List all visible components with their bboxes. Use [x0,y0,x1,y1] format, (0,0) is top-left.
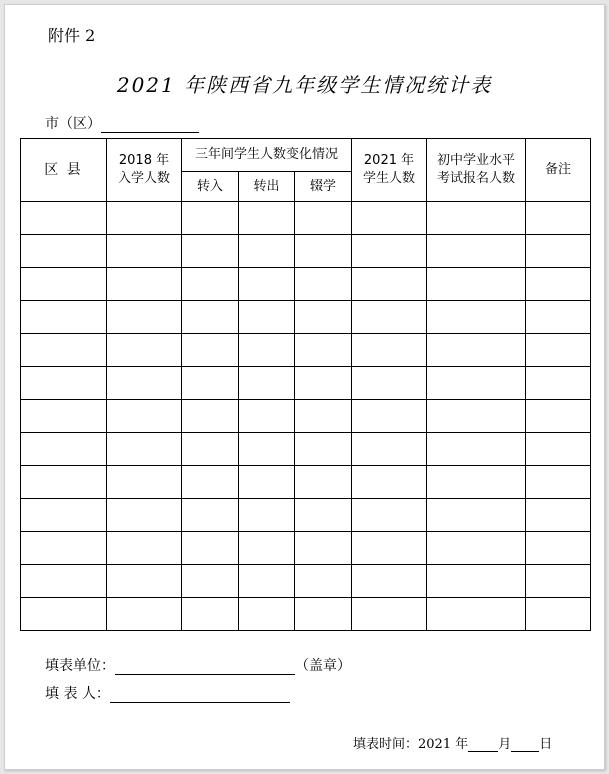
table-cell[interactable] [427,466,526,499]
day-blank[interactable] [511,737,539,752]
fill-date-label: 填表时间：2021 年 [353,737,469,752]
fill-unit-blank[interactable] [115,660,295,675]
header-district: 区 县 [21,139,107,202]
document-title: 2021 年陕西省九年级学生情况统计表 [116,73,493,97]
header-exam-line1: 初中学业水平 [437,153,516,168]
table-cell[interactable] [182,433,239,466]
table-row [21,202,591,235]
table-cell[interactable] [239,565,295,598]
table-cell[interactable] [295,565,352,598]
table-cell[interactable] [427,400,526,433]
table-cell[interactable] [427,301,526,334]
header-students-2021 [352,139,427,202]
table-cell[interactable] [427,268,526,301]
table-cell[interactable] [182,367,239,400]
table-cell[interactable] [182,301,239,334]
table-cell[interactable] [526,499,591,532]
table-cell[interactable] [239,598,295,631]
table-cell[interactable] [295,466,352,499]
header-enroll-2018-line2: 入学人数 [117,171,170,186]
table-row [21,466,591,499]
city-district-line [45,113,199,133]
table-cell[interactable] [295,202,352,235]
month-blank[interactable] [468,737,498,752]
table-cell[interactable] [427,598,526,631]
table-cell[interactable] [526,532,591,565]
table-cell[interactable] [352,235,427,268]
table-cell[interactable] [182,268,239,301]
table-cell[interactable] [427,565,526,598]
table-cell[interactable] [107,598,182,631]
table-cell[interactable] [107,466,182,499]
table-cell[interactable] [107,202,182,235]
table-cell[interactable] [295,433,352,466]
table-cell[interactable] [107,433,182,466]
table-cell[interactable] [21,532,107,565]
filler-line [45,683,290,703]
table-cell[interactable] [427,202,526,235]
table-row [21,268,591,301]
table-cell[interactable] [21,565,107,598]
table-cell[interactable] [21,202,107,235]
table-cell[interactable] [526,433,591,466]
table-cell[interactable] [182,499,239,532]
table-cell[interactable] [352,367,427,400]
table-cell[interactable] [526,598,591,631]
table-cell[interactable] [239,400,295,433]
table-cell[interactable] [21,301,107,334]
table-cell[interactable] [239,532,295,565]
header-enroll-2018-line1: 2018 年 [118,153,170,168]
table-cell[interactable] [239,433,295,466]
table-cell[interactable] [427,532,526,565]
table-cell[interactable] [295,235,352,268]
table-row [21,334,591,367]
table-cell[interactable] [526,235,591,268]
table-cell[interactable] [107,235,182,268]
table-cell[interactable] [182,202,239,235]
table-cell[interactable] [295,400,352,433]
table-cell[interactable] [427,499,526,532]
table-cell[interactable] [239,268,295,301]
header-transfer-out: 转出 [239,172,295,202]
table-row [21,565,591,598]
header-students-2021-line2: 学生人数 [363,171,416,186]
table-cell[interactable] [295,598,352,631]
table-cell[interactable] [107,334,182,367]
table-row [21,433,591,466]
city-district-label: 市（区） [45,116,101,132]
filler-label: 填 表 人： [45,686,110,702]
month-label: 月 [498,737,512,752]
table-cell[interactable] [107,565,182,598]
table-cell[interactable] [526,301,591,334]
table-cell[interactable] [526,334,591,367]
table-cell[interactable] [182,400,239,433]
table-row [21,532,591,565]
table-cell[interactable] [239,235,295,268]
fill-unit-label: 填表单位： [45,658,115,674]
table-cell[interactable] [352,466,427,499]
table-cell[interactable] [21,499,107,532]
table-cell[interactable] [526,565,591,598]
header-row-1 [21,139,591,172]
header-exam-registrations [427,139,526,202]
table-cell[interactable] [21,400,107,433]
table-cell[interactable] [295,268,352,301]
table-row [21,367,591,400]
table-cell[interactable] [239,367,295,400]
table-cell[interactable] [295,367,352,400]
table-cell[interactable] [352,532,427,565]
document-page [4,4,605,770]
table-cell[interactable] [352,433,427,466]
table-cell[interactable] [352,565,427,598]
table-body [21,139,591,631]
table-cell[interactable] [526,466,591,499]
table-cell[interactable] [21,433,107,466]
table-cell[interactable] [295,532,352,565]
table-cell[interactable] [21,334,107,367]
fill-unit-line [45,655,351,675]
table-cell[interactable] [21,466,107,499]
header-students-2021-line1: 2021 年 [363,153,415,168]
table-cell[interactable] [182,565,239,598]
attachment-label: 附件 2 [48,26,96,45]
table-row [21,400,591,433]
table-cell[interactable] [352,202,427,235]
header-change-group: 三年间学生人数变化情况 [182,139,352,172]
table-cell[interactable] [526,400,591,433]
table-cell[interactable] [526,202,591,235]
table-cell[interactable] [107,400,182,433]
header-remarks: 备注 [526,139,591,202]
day-label: 日 [539,737,553,752]
table-cell[interactable] [21,268,107,301]
table-cell[interactable] [239,202,295,235]
table-cell[interactable] [182,334,239,367]
table-cell[interactable] [182,598,239,631]
table-cell[interactable] [21,598,107,631]
table-cell[interactable] [21,367,107,400]
table-row [21,598,591,631]
table-cell[interactable] [295,334,352,367]
table-cell[interactable] [21,235,107,268]
table-cell[interactable] [239,334,295,367]
table-cell[interactable] [182,235,239,268]
table-cell[interactable] [239,301,295,334]
table-cell[interactable] [352,268,427,301]
header-dropout: 辍学 [295,172,352,202]
header-enroll-2018 [107,139,182,202]
seal-label: （盖章） [295,658,351,674]
table-cell[interactable] [526,268,591,301]
table-cell[interactable] [107,499,182,532]
table-cell[interactable] [427,235,526,268]
table-cell[interactable] [107,532,182,565]
table-cell[interactable] [239,499,295,532]
table-row [21,235,591,268]
table-row [21,499,591,532]
table-cell[interactable] [239,466,295,499]
table-cell[interactable] [107,301,182,334]
table-cell[interactable] [352,598,427,631]
table-cell[interactable] [427,367,526,400]
city-district-blank[interactable] [101,118,199,133]
table-cell[interactable] [352,499,427,532]
table-cell[interactable] [526,367,591,400]
filler-blank[interactable] [110,688,290,703]
table-cell[interactable] [295,301,352,334]
statistics-table [20,138,591,631]
table-row [21,301,591,334]
table-cell[interactable] [427,433,526,466]
fill-date-line [353,733,552,752]
table-cell[interactable] [352,334,427,367]
table-cell[interactable] [352,301,427,334]
table-cell[interactable] [182,532,239,565]
table-cell[interactable] [107,268,182,301]
header-transfer-in: 转入 [182,172,239,202]
header-exam-line2: 考试报名人数 [437,171,516,186]
table-cell[interactable] [352,400,427,433]
table-cell[interactable] [427,334,526,367]
table-cell[interactable] [182,466,239,499]
table-cell[interactable] [107,367,182,400]
table-cell[interactable] [295,499,352,532]
